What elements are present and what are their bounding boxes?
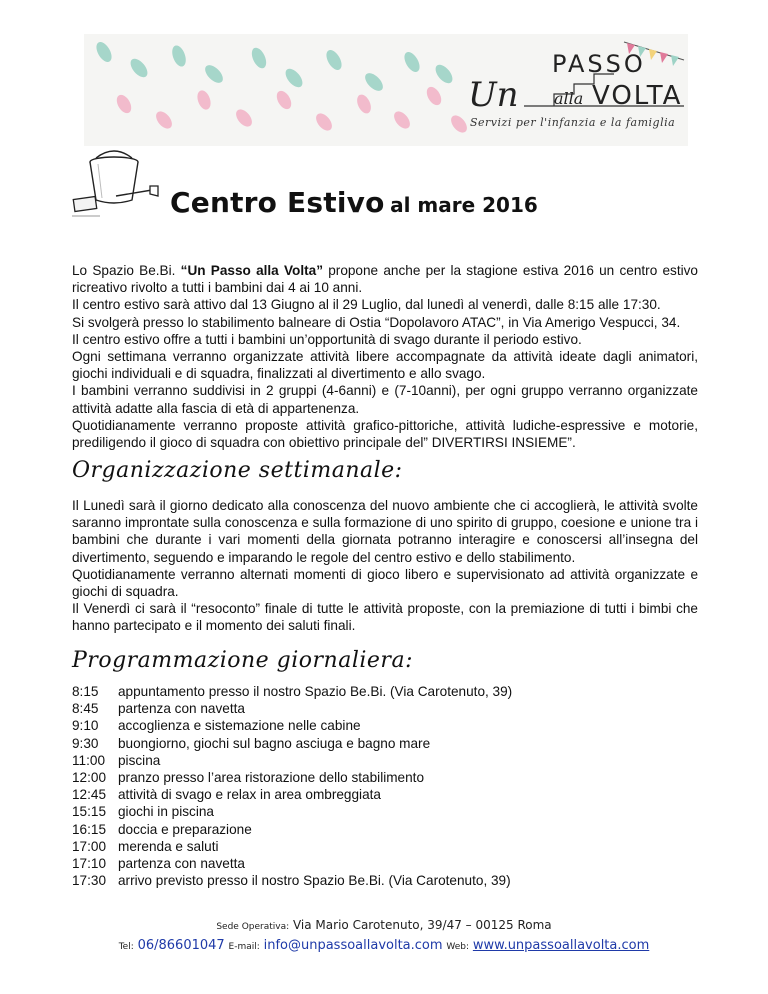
footer-contacts <box>0 938 768 953</box>
logo-graphic <box>84 34 688 146</box>
intro-paragraph: Si svolgerà presso lo stabilimento balneare di Ostia “Dopolavoro ATAC”, in Via Amerigo Vespucci, 34. <box>72 314 681 330</box>
schedule-activity: appuntamento presso il nostro Spazio Be.Bi. (Via Carotenuto, 39) <box>118 684 513 699</box>
intro-paragraph: Quotidianamente verranno proposte attività grafico-pittoriche, attività ludiche-espressive e motorie, prediligendo il gioco di squadra con obiettivo principale del” DIVERTIRSI INSIEME”. <box>72 417 698 451</box>
schedule-time: 8:15 <box>72 684 99 699</box>
schedule-row <box>72 855 698 872</box>
schedule-activity: accoglienza e sistemazione nelle cabine <box>118 718 361 734</box>
email-label: E-mail: <box>228 942 260 952</box>
schedule-row <box>72 821 698 838</box>
schedule-row <box>72 786 698 803</box>
schedule-activity: merenda e saluti <box>118 838 219 854</box>
project-name: “Un Passo alla Volta” <box>180 263 323 278</box>
logo-word-volta: VOLTA <box>592 81 683 111</box>
title-sub: al mare 2016 <box>390 193 538 217</box>
tel-label: Tel: <box>118 942 134 952</box>
schedule-time: 16:15 <box>72 821 107 837</box>
schedule-time: 9:30 <box>72 735 99 751</box>
logo-banner <box>84 34 688 146</box>
weekly-heading: Organizzazione settimanale: <box>72 458 403 483</box>
schedule-activity: partenza con navetta <box>118 701 245 717</box>
schedule-time: 8:45 <box>72 701 99 717</box>
daily-schedule <box>72 683 698 889</box>
email-link[interactable]: info@unpassoallavolta.com <box>263 938 443 953</box>
schedule-activity: pranzo presso l’area ristorazione dello stabilimento <box>118 770 425 786</box>
logo-word-passo: PASSO <box>552 50 646 78</box>
schedule-time: 12:45 <box>72 787 107 803</box>
schedule-row <box>72 803 698 820</box>
footprints-icon <box>93 39 455 94</box>
weekly-section <box>72 497 698 635</box>
intro-paragraph: Ogni settimana verranno organizzate attività libere accompagnate da attività ideate dagli animatori, giochi individuali e di squadra, finalizzati al divertimento e allo svago. <box>72 349 698 382</box>
sede-value: Via Mario Carotenuto, 39/47 – 00125 Roma <box>292 918 552 932</box>
page-title <box>170 186 600 226</box>
schedule-row <box>72 735 698 752</box>
logo-word-alla: alla <box>554 89 584 108</box>
intro-paragraph: I bambini verranno suddivisi in 2 gruppi (4-6anni) e (7-10anni), per ogni gruppo verranno organizzate attività adatte alla fascia di età di appartenenza. <box>72 383 698 416</box>
web-link[interactable]: www.unpassoallavolta.com <box>472 938 650 953</box>
schedule-activity: doccia e preparazione <box>118 821 252 837</box>
schedule-row <box>72 769 698 786</box>
schedule-row <box>72 683 698 700</box>
weekly-paragraph: Il Venerdì ci sarà il “resoconto” finale di tutte le attività proposte, con la premiazione di tutti i bimbi che hanno partecipato e il momento dei saluti finali. <box>72 601 698 634</box>
sede-label: Sede Operativa: <box>216 922 290 932</box>
intro-paragraph: Lo Spazio Be.Bi. “Un Passo alla Volta” propone anche per la stagione estiva 2016 un centro estivo ricreativo rivolto a tutti i bambini dai 4 ai 10 anni. <box>72 263 698 296</box>
web-label: Web: <box>446 942 470 952</box>
schedule-row <box>72 717 698 734</box>
schedule-time: 15:15 <box>72 804 107 820</box>
schedule-activity: attività di svago e relax in area ombreggiata <box>118 787 381 803</box>
intro-section <box>72 262 698 451</box>
schedule-activity: partenza con navetta <box>118 856 245 872</box>
schedule-time: 11:00 <box>72 752 106 768</box>
schedule-activity: arrivo previsto presso il nostro Spazio Be.Bi. (Via Carotenuto, 39) <box>118 873 511 889</box>
bucket-spade-icon <box>70 150 160 230</box>
schedule-time: 17:00 <box>72 838 107 854</box>
schedule-row <box>72 752 698 769</box>
logo-word-un: Un <box>468 75 519 115</box>
footer-address <box>0 918 768 932</box>
title-main: Centro Estivo <box>170 186 385 219</box>
schedule-row <box>72 838 698 855</box>
schedule-time: 9:10 <box>72 718 99 734</box>
intro-paragraph: Il centro estivo offre a tutti i bambini un’opportunità di svago durante il periodo estivo. <box>72 331 582 347</box>
tel-value: 06/86601047 <box>137 938 225 953</box>
weekly-paragraph: Il Lunedì sarà il giorno dedicato alla conoscenza del nuovo ambiente che ci accoglierà, le attività svolte saranno improntate sulla conoscenza e sulla formazione di uno spirito di gruppo, coesione e unione tra i bambini che durante i vari momenti della giornata potranno interagire e conoscersi all’insegna del divertimento, seguendo e imparando le regole del centro estivo e dello stabilimento. <box>72 498 698 565</box>
logo-tagline: Servizi per l'infanzia e la famiglia <box>470 116 676 129</box>
intro-paragraph: Il centro estivo sarà attivo dal 13 Giugno al il 29 Luglio, dal lunedì al venerdì, dalle 8:15 alle 17:30. <box>72 297 661 313</box>
schedule-row <box>72 872 698 889</box>
schedule-activity: buongiorno, giochi sul bagno asciuga e bagno mare <box>118 735 431 751</box>
schedule-activity: piscina <box>118 752 161 768</box>
schedule-activity: giochi in piscina <box>118 804 214 820</box>
schedule-time: 17:30 <box>72 873 107 889</box>
weekly-paragraph: Quotidianamente verranno alternati momenti di gioco libero e supervisionato ad attività organizzate e giochi di squadra. <box>72 566 698 600</box>
schedule-time: 12:00 <box>72 770 107 786</box>
schedule-row <box>72 700 698 717</box>
schedule-time: 17:10 <box>72 856 107 872</box>
daily-heading: Programmazione giornaliera: <box>72 648 413 673</box>
